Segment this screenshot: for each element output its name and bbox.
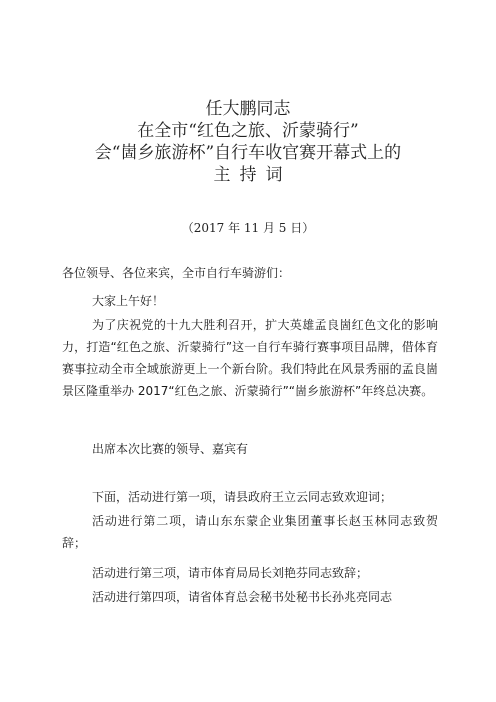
salutation: 各位领导、各位来宾，全市自行车骑游们： bbox=[62, 266, 291, 280]
agenda-item-3: 活动进行第三项，请市体育局局长刘艳芬同志致辞； bbox=[92, 566, 369, 580]
agenda-item-2: 活动进行第二项，请山东东蒙企业集团董事长赵玉林同志致贺辞； bbox=[62, 514, 438, 550]
title-line-1: 任大鹏同志 bbox=[205, 99, 291, 119]
agenda-item-1: 下面，活动进行第一项，请县政府王立云同志致欢迎词； bbox=[92, 490, 393, 504]
title-line-4: 主持词 bbox=[213, 165, 292, 185]
document-title bbox=[0, 98, 496, 186]
document-date: （2017 年 11 月 5 日） bbox=[181, 221, 315, 235]
opening-paragraph: 为了庆祝党的十九大胜利召开，扩大英雄孟良崮红色文化的影响力，打造“红色之旅、沂蒙骑行”这一自行车骑行赛事项目品牌，借体育赛事拉动全市全域旅游更上一个新台阶。我们特此在风景秀丽的孟良崮景区隆重举办 2017“红色之旅、沂蒙骑行”“崮乡旅游杯”年终总决赛。 bbox=[62, 318, 438, 398]
guests-intro: 出席本次比赛的领导、嘉宾有 bbox=[92, 442, 249, 456]
title-line-2: 在全市“红色之旅、沂蒙骑行” bbox=[137, 121, 359, 141]
agenda-item-4: 活动进行第四项，请省体育总会秘书处秘书长孙兆亮同志 bbox=[92, 590, 393, 604]
greeting: 大家上午好！ bbox=[92, 294, 165, 308]
title-line-3: 会“崮乡旅游杯”自行车收官赛开幕式上的 bbox=[94, 143, 402, 163]
